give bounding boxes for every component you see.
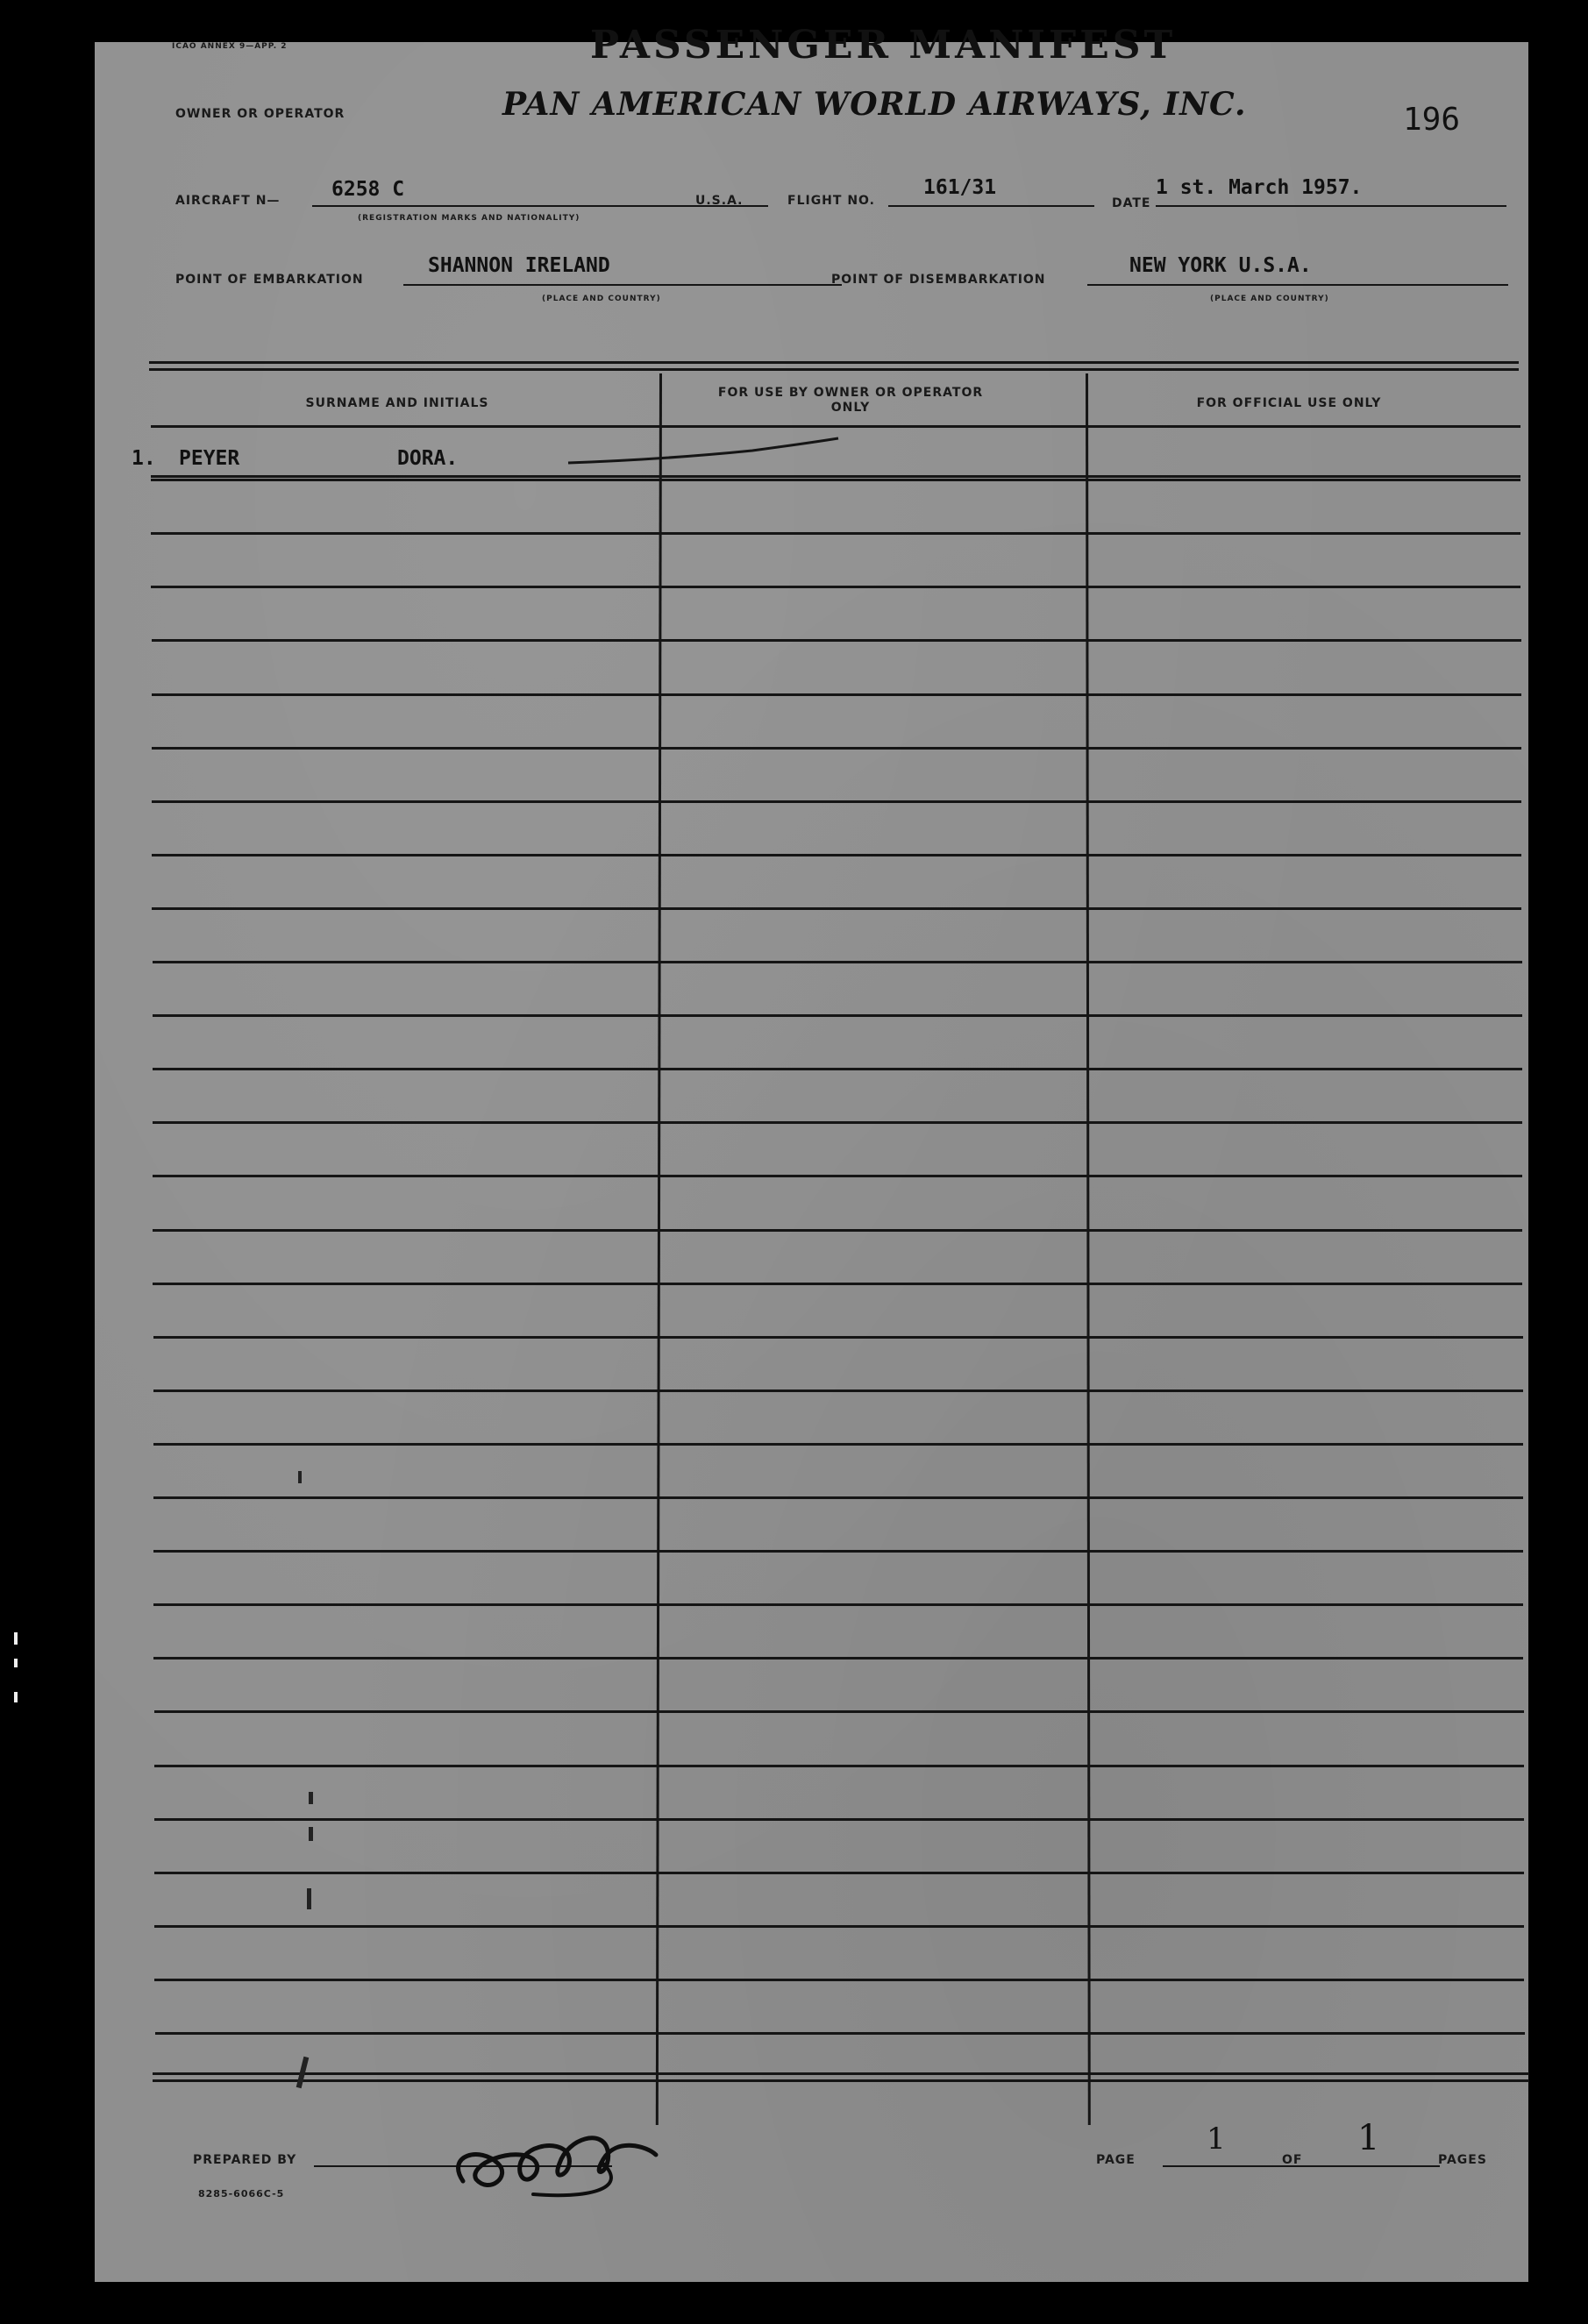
page-label: PAGE [1096, 2153, 1136, 2167]
row-1-strike-line [559, 428, 858, 472]
disembark-label: POINT OF DISEMBARKATION [831, 273, 1046, 287]
registration-note: (REGISTRATION MARKS AND NATIONALITY) [358, 214, 580, 223]
ink-mark [309, 1827, 313, 1841]
table-rule-line [153, 1443, 1523, 1446]
date-line [1156, 205, 1506, 207]
table-rule-line [153, 1229, 1522, 1232]
form-code-top: ICAO ANNEX 9—APP. 2 [172, 42, 288, 51]
of-line [1317, 2165, 1440, 2167]
table-rule-line [153, 1657, 1523, 1659]
table-rule-line [153, 1496, 1523, 1499]
ink-mark [309, 1792, 313, 1804]
column-header-official: FOR OFFICIAL USE ONLY [1196, 396, 1382, 410]
table-rule-line [154, 1979, 1524, 1981]
table-rule-line [154, 1925, 1524, 1928]
table-rule-line [152, 854, 1521, 856]
page-value: 1 [1207, 2121, 1226, 2157]
table-rule-line [153, 1014, 1522, 1017]
aircraft-label: AIRCRAFT N— [175, 194, 281, 208]
table-rule-line [151, 479, 1520, 481]
embark-label: POINT OF EMBARKATION [175, 273, 364, 287]
disembark-line [1087, 284, 1508, 286]
embark-note: (PLACE AND COUNTRY) [542, 295, 661, 303]
ink-mark [298, 1471, 302, 1483]
table-rule-line [153, 1550, 1523, 1553]
pages-label: PAGES [1438, 2153, 1487, 2167]
table-bottom-rule [153, 2072, 1529, 2075]
table-rule-line [154, 1818, 1524, 1821]
table-rule-line [152, 639, 1521, 642]
row-1-number: 1. [132, 447, 156, 470]
table-rule-line [155, 2032, 1525, 2035]
table-rule-line [153, 1121, 1522, 1124]
of-value: 1 [1357, 2118, 1380, 2158]
form-title: PASSENGER MANIFEST [590, 23, 1177, 68]
owner-label: OWNER OR OPERATOR [175, 107, 345, 121]
table-rule-line [154, 1872, 1524, 1874]
owner-value: PAN AMERICAN WORLD AIRWAYS, INC. [502, 86, 1247, 123]
table-rule-line [153, 1068, 1522, 1070]
table-rule-line [153, 1603, 1523, 1606]
table-rule-line [151, 425, 1520, 428]
column-divider-1 [656, 373, 662, 2125]
table-rule-line [153, 1389, 1523, 1392]
of-label: OF [1282, 2153, 1303, 2167]
table-rule-line [152, 800, 1521, 803]
table-rule-line [154, 1765, 1524, 1767]
embark-value: SHANNON IRELAND [428, 254, 610, 277]
row-1-initials: DORA. [397, 447, 459, 470]
signature-scribble [428, 2111, 726, 2207]
page-number: 196 [1403, 102, 1461, 138]
table-rule-line [153, 1336, 1523, 1339]
table-rule-line [151, 586, 1520, 588]
margin-mark [14, 1692, 18, 1702]
ink-mark [307, 1888, 311, 1909]
table-rule-line [153, 961, 1522, 963]
margin-mark [14, 1659, 18, 1667]
margin-mark [14, 1632, 18, 1645]
flight-label: FLIGHT NO. [787, 194, 875, 208]
table-rule-line [152, 693, 1521, 696]
table-bottom-rule-2 [153, 2079, 1529, 2082]
flight-value: 161/31 [923, 176, 997, 199]
column-divider-2 [1086, 373, 1091, 2125]
aircraft-value: 6258 C [331, 178, 405, 201]
usa-label: U.S.A. [695, 194, 744, 208]
embark-line [403, 284, 842, 286]
table-rule-line [153, 1283, 1522, 1285]
date-label: DATE [1112, 196, 1151, 210]
table-rule-line [152, 907, 1521, 910]
manifest-sheet [95, 23, 1528, 2282]
column-header-surname: SURNAME AND INITIALS [305, 396, 489, 410]
table-rule-line [154, 1710, 1524, 1713]
date-value: 1 st. March 1957. [1156, 176, 1363, 199]
row-1-surname: PEYER [179, 447, 240, 470]
flight-line [888, 205, 1094, 207]
table-rule-line [151, 532, 1520, 535]
header-separator [151, 475, 1520, 478]
column-header-owner: FOR USE BY OWNER OR OPERATOR ONLY [717, 386, 984, 415]
disembark-note: (PLACE AND COUNTRY) [1210, 295, 1329, 303]
disembark-value: NEW YORK U.S.A. [1129, 254, 1312, 277]
table-rule-line [152, 747, 1521, 750]
table-top-rule [149, 361, 1519, 364]
prepared-label: PREPARED BY [193, 2153, 297, 2167]
form-number: 8285-6066C-5 [198, 2188, 285, 2200]
table-top-rule-2 [149, 368, 1519, 371]
table-rule-line [153, 1175, 1522, 1177]
